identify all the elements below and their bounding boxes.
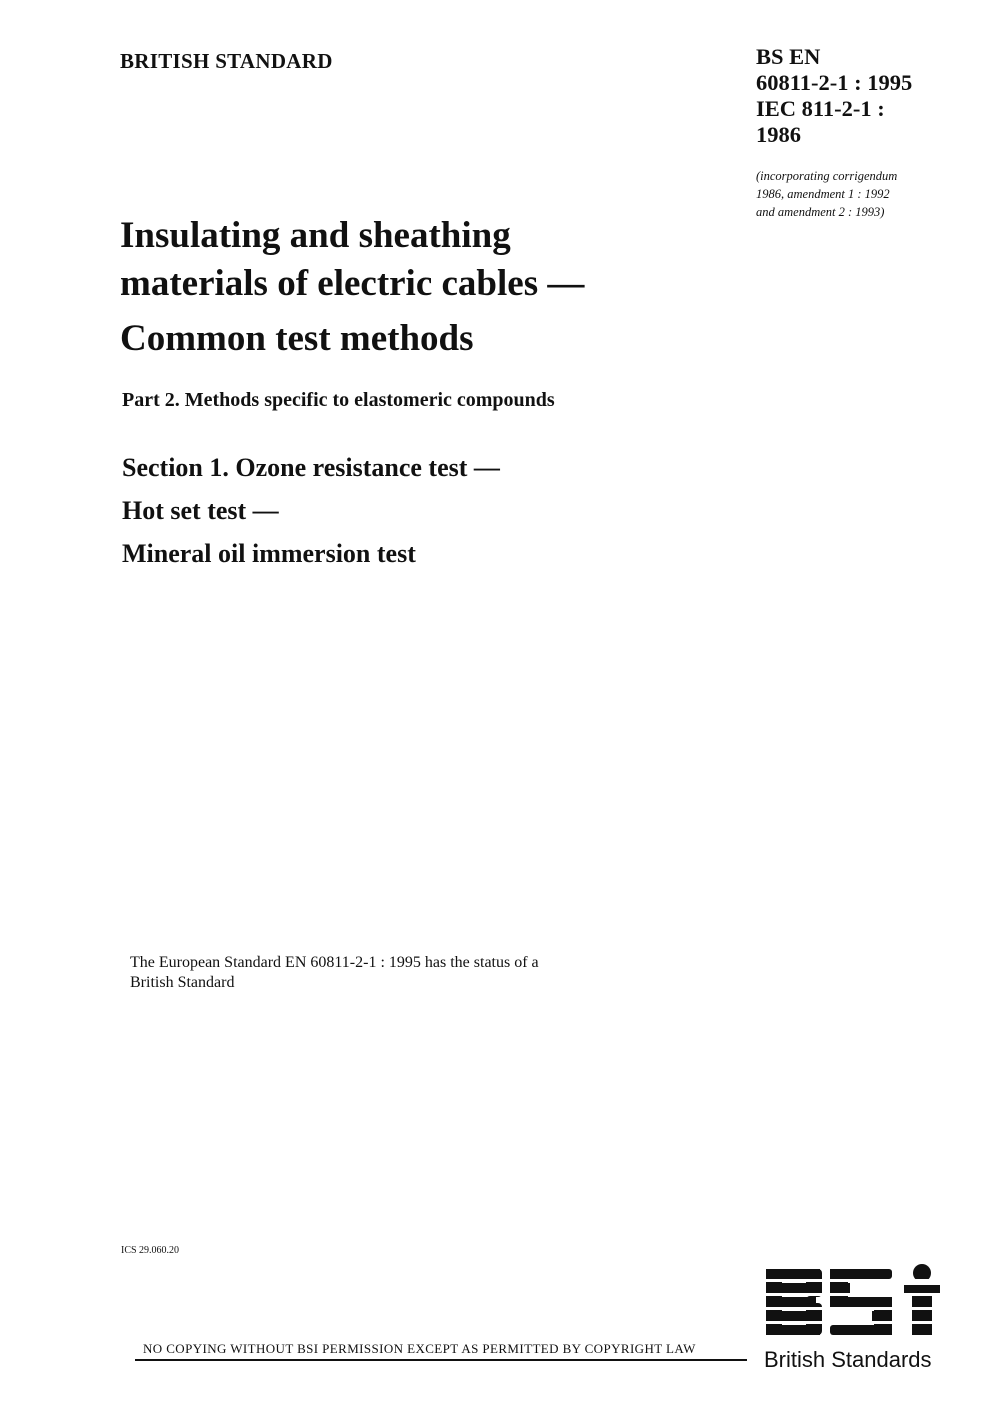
amendments-line: and amendment 2 : 1993)	[756, 205, 885, 219]
copyright-notice: NO COPYING WITHOUT BSI PERMISSION EXCEPT AS PERMITTED BY COPYRIGHT LAW	[143, 1341, 696, 1356]
amendments-note	[756, 167, 956, 221]
bsi-logo-caption: British Standards	[764, 1347, 932, 1372]
standard-number-line: 60811-2-1 : 1995	[756, 70, 913, 95]
title-line: Insulating and sheathing	[120, 215, 511, 256]
standard-number-line: 1986	[756, 122, 801, 147]
section-line: Hot set test —	[122, 496, 279, 525]
bsi-logo-mark	[762, 1263, 944, 1373]
document-series: BRITISH STANDARD	[120, 49, 333, 73]
amendments-line: (incorporating corrigendum	[756, 169, 898, 183]
standard-number	[756, 44, 976, 148]
title-line: materials of electric cables —	[120, 263, 585, 304]
ics-code: ICS 29.060.20	[121, 1245, 180, 1256]
standard-number-line: BS EN	[756, 44, 821, 69]
bsi-logo	[762, 1263, 944, 1373]
section-line: Mineral oil immersion test	[122, 539, 416, 568]
standard-number-line: IEC 811-2-1 :	[756, 96, 885, 121]
status-line: The European Standard EN 60811-2-1 : 1995 has the status of a	[130, 954, 539, 971]
title-line: Common test methods	[120, 318, 474, 359]
section-line: Section 1. Ozone resistance test —	[122, 453, 500, 482]
status-statement	[130, 953, 610, 993]
part-subtitle: Part 2. Methods specific to elastomeric compounds	[122, 389, 555, 411]
document-title	[120, 212, 740, 363]
section-title	[122, 446, 500, 575]
footer-rule	[135, 1359, 747, 1361]
amendments-line: 1986, amendment 1 : 1992	[756, 187, 890, 201]
status-line: British Standard	[130, 974, 235, 991]
